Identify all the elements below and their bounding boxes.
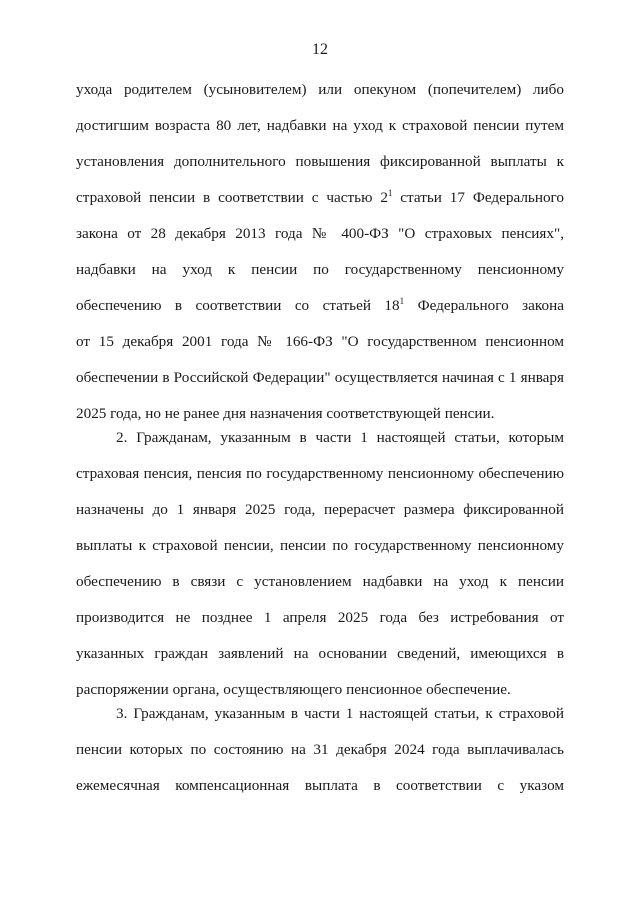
paragraph-line: установления дополнительного повышения фиксированной выплаты к: [76, 153, 564, 170]
paragraph-line-with-superscript: [76, 180, 564, 216]
paragraph-1: [76, 72, 564, 432]
paragraph-line: закона от 28 декабря 2013 года № 400-ФЗ "О страховых пенсиях",: [76, 225, 564, 242]
paragraph-line: пенсии которых по состоянию на 31 декабря 2024 года выплачивалась: [76, 741, 564, 758]
paragraph-line: распоряжении органа, осуществляющего пенсионное обеспечение.: [76, 681, 511, 698]
paragraph-line: ухода родителем (усыновителем) или опекуном (попечителем) либо: [76, 81, 564, 98]
paragraph-line: надбавки на уход к пенсии по государственному пенсионному: [76, 261, 564, 278]
paragraph-line: от 15 декабря 2001 года № 166-ФЗ "О государственном пенсионном: [76, 333, 564, 350]
paragraph-line: назначены до 1 января 2025 года, перерасчет размера фиксированной: [76, 501, 564, 518]
paragraph-2: [76, 420, 564, 708]
paragraph-line: страховая пенсия, пенсия по государственному пенсионному обеспечению: [76, 465, 564, 482]
paragraph-3: [76, 696, 564, 804]
paragraph-line: указанных граждан заявлений на основании сведений, имеющихся в: [76, 645, 564, 662]
paragraph-line: 3. Гражданам, указанным в части 1 настоящей статьи, к страховой: [116, 705, 564, 722]
paragraph-line: выплаты к страховой пенсии, пенсии по государственному пенсионному: [76, 537, 564, 554]
paragraph-line-with-superscript: [76, 288, 564, 324]
paragraph-line: обеспечении в Российской Федерации" осуществляется начиная с 1 января: [76, 369, 564, 386]
line-text: страховой пенсии в соответствии с частью 2: [76, 189, 388, 206]
line-text: Федерального закона: [404, 297, 564, 314]
line-text: обеспечению в соответствии со статьей 18: [76, 297, 400, 314]
line-text: статьи 17 Федерального: [392, 189, 564, 206]
paragraph-line: 2025 года, но не ранее дня назначения соответствующей пенсии.: [76, 405, 495, 422]
superscript: 1: [399, 296, 405, 306]
paragraph-line: 2. Гражданам, указанным в части 1 настоящей статьи, которым: [116, 429, 564, 446]
superscript: 1: [387, 188, 393, 198]
paragraph-line: производится не позднее 1 апреля 2025 года без истребования от: [76, 609, 564, 626]
paragraph-line: обеспечению в связи с установлением надбавки на уход к пенсии: [76, 573, 564, 590]
paragraph-line: достигшим возраста 80 лет, надбавки на уход к страховой пенсии путем: [76, 117, 564, 134]
paragraph-line: ежемесячная компенсационная выплата в соответствии с указом: [76, 777, 564, 794]
page-number: 12: [312, 41, 328, 58]
